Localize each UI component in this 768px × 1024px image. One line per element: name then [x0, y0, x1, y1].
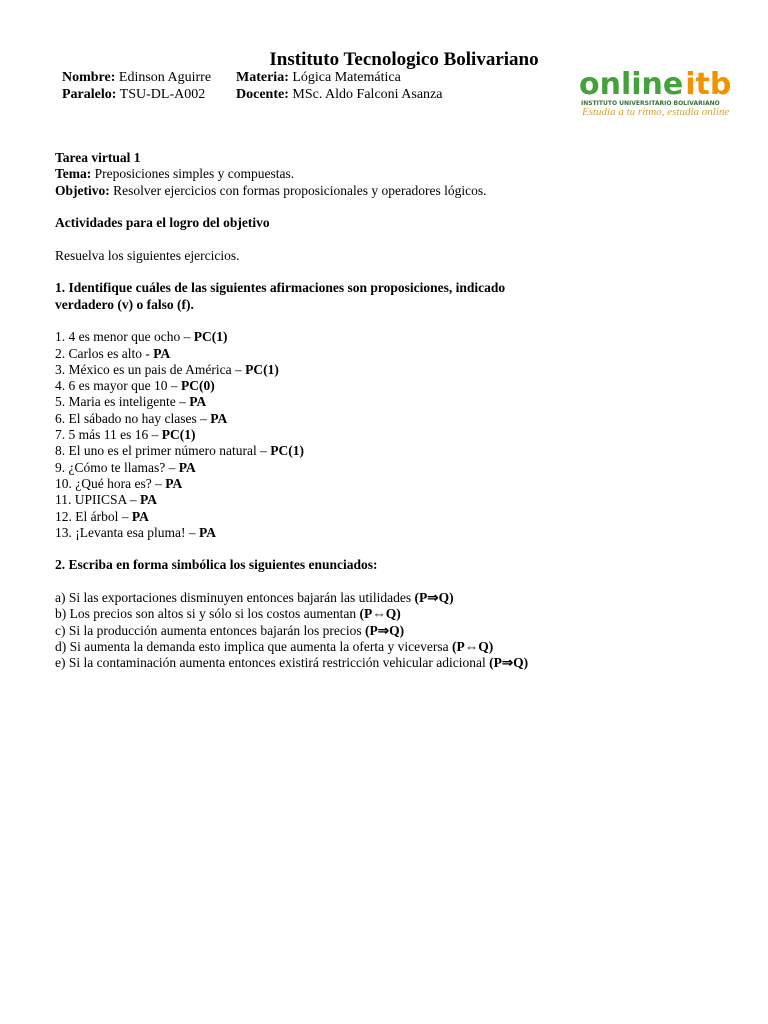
group-label: Paralelo: — [62, 87, 117, 102]
teacher-label: Docente: — [236, 87, 289, 102]
item-answer: (P⇒Q) — [414, 590, 454, 606]
item-text: 12. El árbol – — [55, 508, 129, 524]
list-item — [55, 411, 745, 427]
item-text: 6. El sábado no hay clases – — [55, 410, 207, 426]
instruction-text: Resuelva los siguientes ejercicios. — [55, 247, 240, 263]
item-answer: (P⇔Q) — [451, 638, 494, 654]
document-body — [55, 150, 745, 672]
list-item — [55, 639, 745, 655]
list-item — [55, 606, 745, 622]
item-answer: PA — [210, 410, 228, 426]
item-answer: (P⇒Q) — [489, 655, 529, 671]
task-topic — [55, 166, 745, 182]
list-item — [55, 443, 745, 459]
item-answer: PA — [131, 508, 149, 524]
part1-heading-line-2: verdadero (v) o falso (f). — [55, 296, 194, 312]
group-row — [62, 86, 205, 103]
list-item — [55, 460, 745, 476]
student-name-value: Edinson Aguirre — [118, 70, 212, 85]
part1-heading-line-1: 1. Identifique cuáles de las siguientes afirmaciones son proposiciones, indicado — [55, 280, 506, 296]
list-item — [55, 346, 745, 362]
part2-heading: 2. Escriba en forma simbólica los siguientes enunciados: — [55, 557, 378, 573]
item-text: 5. Maria es inteligente – — [55, 394, 186, 410]
task-topic-label: Tema: — [55, 166, 92, 182]
item-answer: PC(1) — [245, 361, 279, 377]
item-answer: PC(1) — [161, 427, 196, 443]
logo-tagline: Estudia a tu ritmo, estudia online — [582, 106, 730, 118]
item-answer: PA — [178, 459, 196, 475]
item-text: 1. 4 es menor que ocho – — [55, 329, 191, 345]
list-item — [55, 427, 745, 443]
logo-word-itb: itb — [685, 67, 732, 102]
item-text: a) Si las exportaciones disminuyen entonces bajarán las utilidades — [55, 590, 412, 606]
logo-wordmark — [579, 67, 739, 102]
item-text: b) Los precios son altos si y sólo si los costos aumentan — [55, 606, 357, 622]
teacher-value: MSc. Aldo Falconi Asanza — [292, 87, 443, 102]
task-title: Tarea virtual 1 — [55, 150, 141, 165]
item-text: 2. Carlos es alto - — [55, 345, 150, 361]
online-itb-logo — [579, 67, 739, 118]
item-answer: PA — [198, 524, 216, 540]
student-name-row — [62, 69, 211, 86]
item-text: 7. 5 más 11 es 16 – — [55, 427, 159, 443]
list-item — [55, 476, 745, 492]
list-item — [55, 394, 745, 410]
list-item — [55, 362, 745, 378]
item-text: e) Si la contaminación aumenta entonces existirá restricción vehicular adicional — [55, 655, 486, 671]
activities-heading: Actividades para el logro del objetivo — [55, 215, 270, 231]
item-answer: (P⇒Q) — [365, 622, 405, 638]
item-text: d) Si aumenta la demanda esto implica que aumenta la oferta y viceversa — [55, 638, 449, 654]
item-text: 13. ¡Levanta esa pluma! – — [55, 524, 196, 540]
item-text: 4. 6 es mayor que 10 – — [55, 378, 178, 394]
item-text: 8. El uno es el primer número natural – — [55, 443, 267, 459]
task-objective-value: Resolver ejercicios con formas proposicionales y operadores lógicos. — [113, 182, 487, 198]
student-name-label: Nombre: — [62, 70, 116, 85]
item-text: 10. ¿Qué hora es? – — [55, 475, 162, 491]
item-answer: PA — [189, 394, 207, 410]
institution-title: Instituto Tecnologico Bolivariano — [269, 49, 539, 70]
item-answer: (P⇔Q) — [359, 606, 401, 622]
subject-label: Materia: — [236, 70, 289, 85]
item-text: 3. México es un pais de América – — [55, 361, 242, 377]
item-answer: PC(1) — [270, 443, 304, 459]
item-text: c) Si la producción aumenta entonces bajarán los precios — [55, 622, 362, 638]
item-answer: PC(1) — [193, 329, 228, 345]
list-item — [55, 590, 745, 606]
part1-list — [55, 329, 745, 541]
teacher-row — [236, 86, 442, 103]
subject-value: Lógica Matemática — [292, 70, 401, 85]
task-objective-label: Objetivo: — [55, 182, 110, 198]
item-text: 11. UPIICSA – — [55, 492, 137, 508]
task-topic-value: Preposiciones simples y compuestas. — [94, 166, 295, 182]
item-answer: PC(0) — [180, 378, 215, 394]
list-item — [55, 525, 745, 541]
subject-row — [236, 69, 401, 86]
list-item — [55, 492, 745, 508]
logo-word-online: online — [579, 67, 684, 102]
task-objective — [55, 183, 745, 199]
list-item — [55, 655, 745, 671]
logo-subtitle: INSTITUTO UNIVERSITARIO BOLIVARIANO — [581, 100, 720, 107]
item-text: 9. ¿Cómo te llamas? – — [55, 459, 176, 475]
list-item — [55, 378, 745, 394]
item-answer: PA — [140, 492, 158, 508]
part2-list — [55, 590, 745, 671]
list-item — [55, 623, 745, 639]
item-answer: PA — [153, 345, 171, 361]
list-item — [55, 329, 745, 345]
group-value: TSU-DL-A002 — [119, 87, 206, 102]
list-item — [55, 509, 745, 525]
item-answer: PA — [165, 475, 183, 491]
